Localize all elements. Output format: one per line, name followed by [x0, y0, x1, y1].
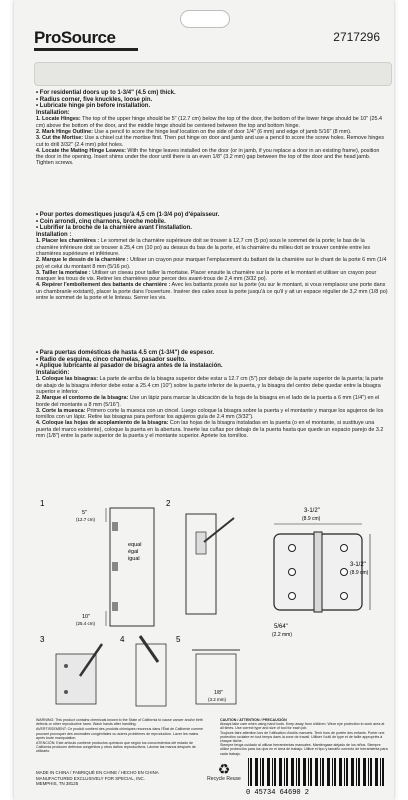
- spanish-step-title: 1. Coloque las bisagras:: [36, 376, 99, 383]
- barcode-bar: [322, 758, 324, 786]
- barcode-bar: [356, 758, 357, 786]
- screw-hole: [64, 690, 68, 694]
- barcode-bar: [286, 758, 288, 786]
- barcode-bar: [363, 758, 366, 786]
- screw-hole: [341, 593, 348, 600]
- barcode-bar: [380, 758, 381, 786]
- equal-label-fr: égal: [128, 549, 139, 555]
- hang-hole: [180, 10, 230, 28]
- equal-label-es: igual: [128, 556, 140, 562]
- barcode-bars: [248, 758, 384, 786]
- english-bullet: • Radius corner, five knuckles, loose pin.: [36, 97, 388, 104]
- screw-hole: [341, 545, 348, 552]
- spanish-step-text: Primero corte la muesca con un cincel. Luego coloque la bisagra sobre la puerta y el montante y marque los agujeros de los tornillos con un lápiz. Retire las bisagras para perforar los agujeros guía de 2.4 mm (3/32").: [36, 407, 384, 421]
- barcode-bar: [320, 758, 321, 786]
- english-section: [36, 90, 388, 167]
- french-step-text: Avec les battants posés sur la porte (ou sur le montant, si vous remplacez une porte dans un chambranle existant), placer la porte dans l'ouverture. Insérer des cales sous la porte jusqu'à ce qu'il y ait un espace régulier de 3,2 mm (1/8 po) entre le sommet de la porte et le linteau. Serrer les vis.: [36, 282, 388, 302]
- barcode-bar: [298, 758, 300, 786]
- english-step-title: 3. Cut the Mortise:: [36, 135, 84, 142]
- french-step-title: 1. Placer les charnières :: [36, 238, 100, 245]
- hinge-mark-top: [112, 522, 118, 531]
- brand-logo: ProSource: [34, 28, 116, 47]
- radius-label: 5/64": [274, 624, 288, 630]
- equal-label-en: equal: [128, 542, 142, 548]
- dim-top-label: 5": [82, 510, 88, 516]
- barcode-bar: [310, 758, 312, 786]
- package-card: [14, 0, 394, 800]
- dim-bottom-label: 10": [82, 614, 91, 620]
- french-step-title: 4. Repérer l'emboîtement des battants de charnière :: [36, 282, 171, 289]
- dim-top-metric: (12.7 cm): [76, 517, 96, 522]
- barcode: [242, 756, 392, 796]
- barcode-bar: [334, 758, 336, 786]
- spanish-bullet: • Aplique lubricante al pasador de bisagra antes de la instalación.: [36, 363, 388, 370]
- barcode-bar: [358, 758, 360, 786]
- gap-metric: (3.2 mm): [208, 697, 226, 702]
- french-step-text: Utiliser un crayon pour marquer l'emplacement du battant de la charnière sur le chant de la porte 6 mm (1/4 po) et celui du montant 8 mm (5/16 po).: [36, 257, 387, 270]
- hammer-icon: [140, 636, 158, 662]
- height-label: 3-1/2": [350, 562, 366, 568]
- caution-es: Siempre tenga cuidado al utilizar herramientas manuales. Manténgase alejado de los niños. Siempre utilice protección para los ojos en el área de trabajo. Utilice el tipo y tamaño correcto de herramienta para cada trabajo.: [220, 743, 388, 756]
- french-step-text: Utiliser un ciseau pour tailler la mortaise. Placer ensuite la charnière sur la porte et le montant et utiliser un crayon pour marquer les trous de vis. Retirer les charnières pour percer des avant-trous de 2,4 mm (3/32 po).: [36, 269, 377, 283]
- barcode-bar: [332, 758, 333, 786]
- spanish-step-title: 4. Coloque las hojas de acoplamiento de la bisagra:: [36, 420, 169, 427]
- origin-line: MADE IN CHINA / FABRIQUÉ EN CHINE / HECHO EN CHINA: [36, 770, 159, 775]
- step-number-3: 3: [40, 635, 45, 644]
- barcode-bar: [284, 758, 285, 786]
- barcode-bar: [375, 758, 378, 786]
- spanish-step-text: Con las hojas de la bisagra instaladas en la puerta (o en el montante, si sustituye una puerta del marco existente), coloque la puerta en la abertura. Inserte las cuñas por debajo de la puerta hasta que quede un espacio parejo de 3.2 mm (1/8") entre la parte superior de la puerta y el montante superior. Apriete los tornillos.: [36, 420, 384, 440]
- english-bullet: • Lubricate hinge pin before installation.: [36, 103, 388, 110]
- step-number-1: 1: [40, 499, 45, 508]
- screw-hole: [289, 593, 296, 600]
- recycle-badge: [204, 762, 244, 782]
- barcode-bar: [327, 758, 330, 786]
- english-step-title: 4. Locate the Mating Hinge Leaves:: [36, 147, 126, 154]
- spanish-bullet: • Para puertas domésticas de hasta 4.5 cm (1-3/4") de espesor.: [36, 350, 388, 357]
- hinge-mark-bottom: [112, 602, 118, 611]
- english-step-title: 1. Locate Hinges:: [36, 116, 81, 123]
- warning-column: [36, 718, 204, 754]
- address-line: MEMPHIS, TN 38125: [36, 781, 79, 787]
- radius-metric: (2.2 mm): [272, 632, 292, 638]
- installation-diagram: [36, 494, 388, 714]
- barcode-bar: [370, 758, 372, 786]
- screw-hole: [289, 545, 296, 552]
- barcode-bar: [262, 758, 264, 786]
- french-step-text: Le sommet de la charnière supérieure doit se trouver à 12,7 cm (5 po) sous le sommet de la porte; le bas de la charnière inférieure doit se trouver à 25,4 cm (10 po) au dessus du bas de la porte, et la charnière du milieu doit se trouver centrée entre les charnières supérieure et inférieure.: [36, 238, 371, 257]
- screw-hole: [341, 569, 348, 576]
- spanish-step-title: 3. Corte la muesca:: [36, 407, 86, 414]
- height-metric: (8.9 cm): [350, 570, 369, 576]
- spanish-bullet: • Radio de esquina, cinco charnelas, pasador suelto.: [36, 357, 388, 364]
- barcode-bar: [315, 758, 318, 786]
- english-heading: Installation:: [36, 109, 70, 116]
- french-section: [36, 212, 388, 301]
- barcode-bar: [346, 758, 348, 786]
- english-bullet: • For residential doors up to 1-3/4" (4.5 cm) thick.: [36, 90, 388, 97]
- caution-heading: CAUTION / ATTENTION / PRECAUCIÓN: [220, 718, 287, 722]
- english-step-text: The top of the upper hinge should be 5" (12.7 cm) below the top of the door, the bottom of the lower hinge should be 10" (25.4 cm) above the bottom of the door, and the middle hinge should be centered between the top and bottom hinge.: [36, 116, 382, 129]
- jamb-outline: [186, 514, 216, 614]
- screw-hole: [289, 569, 296, 576]
- barcode-bar: [250, 758, 252, 786]
- warning-fr: AVERTISSEMENT: Ce produit contient des produits chimiques reconnus dans l'État de Californie comme pouvant provoquer des anomalies congénitales ou autres problèmes de reproduction. Laver les mains après toute manipulation.: [36, 727, 203, 740]
- spanish-step-text: La parte de arriba de la bisagra superior debe estar a 12.7 cm (5") por debajo de la parte superior de la puerta; la parte de abajo de la bisagra inferior debe estar a 25.4 cm (10") sobre la parte inferior de la puerta, y la bisagra del centro debe quedar entre la bisagra superior e inferior.: [36, 376, 384, 395]
- spanish-section: [36, 350, 388, 439]
- spanish-heading: Instalación:: [36, 369, 70, 376]
- barcode-digits: 0 45734 64690 2: [246, 789, 310, 796]
- barcode-bar: [351, 758, 354, 786]
- spanish-step-title: 2. Marque el contorno de la bisagra:: [36, 395, 129, 402]
- barcode-bar: [255, 758, 258, 786]
- manufacturer-info: [36, 770, 159, 787]
- barcode-bar: [344, 758, 345, 786]
- barcode-bar: [248, 758, 249, 786]
- recycle-icon: ♻: [217, 761, 231, 777]
- step-number-5: 5: [176, 635, 181, 644]
- caution-en: Always take care when using hand tools. Keep away from children. Wear eye protection to work area at all times. Use correct type and size of tool for each job.: [220, 722, 385, 731]
- step-number-2: 2: [166, 499, 171, 508]
- english-step-text: Use a pencil to score the hinge leaf location on the side of door 1/4" (6 mm) and edge of jamb 5/16" (8 mm).: [94, 128, 352, 135]
- hinge-mark-middle: [112, 562, 118, 571]
- width-label: 3-1/2": [304, 508, 320, 514]
- warning-es: ATENCIÓN: Este artículo contiene productos químicos que según los conocimientos del estado de California producen defectos congénitos y otros daños reproductivos. Lávese las manos después de utilizarlo.: [36, 741, 196, 754]
- dim-bottom-metric: (25.4 cm): [76, 621, 96, 626]
- french-bullet: • Pour portes domestiques jusqu'à 4,5 cm (1-3/4 po) d'épaisseur.: [36, 212, 388, 219]
- barcode-bar: [260, 758, 261, 786]
- french-step-title: 2. Marque le dessin de la charnière :: [36, 257, 129, 264]
- barcode-bar: [291, 758, 294, 786]
- step-number-4: 4: [120, 635, 125, 644]
- caution-fr: Toujours faire attention lors de l'utilisation d'outils manuels. Tenir hors de portée des enfants. Porter une protection oculaire en tout temps dans la zone de travail. Utiliser l'outil de type et de taille appropriés à chaque tâche.: [220, 730, 385, 744]
- barcode-bar: [303, 758, 306, 786]
- barcode-bar: [308, 758, 309, 786]
- logo-underline: [34, 48, 138, 51]
- sku-number: 2717296: [333, 30, 380, 44]
- barcode-bar: [274, 758, 276, 786]
- hinge-knuckle: [314, 532, 322, 612]
- gap-label: 1/8": [214, 690, 223, 696]
- barcode-bar: [368, 758, 369, 786]
- barcode-bar: [382, 758, 384, 786]
- screw-hole: [64, 664, 68, 668]
- caution-column: [220, 718, 388, 756]
- pencil-icon: [204, 518, 234, 542]
- recycle-label: Recycle Reuse: [207, 776, 241, 782]
- french-step-title: 3. Tailler la mortaise :: [36, 269, 91, 276]
- english-step-text: Use a chisel cut the mortise first. Then put hinge on door and jamb and use a pencil to score the screw holes. Remove hinges cut to drill 3/32" (2.4 mm) pilot holes.: [36, 135, 385, 148]
- barcode-bar: [279, 758, 282, 786]
- barcode-bar: [267, 758, 270, 786]
- width-metric: (8.9 cm): [302, 516, 321, 522]
- hinge-leaf-outline: [196, 532, 206, 554]
- french-bullet: • Lubrifier la broche de la charnière avant l'installation.: [36, 225, 388, 232]
- barcode-bar: [339, 758, 342, 786]
- spanish-step-text: Use un lápiz para marcar la ubicación de la hoja de la bisagra en el lado de la puerta a 6 mm (1/4") en el borde del montante a 8 mm (5/16").: [36, 395, 380, 408]
- barcode-bar: [296, 758, 297, 786]
- barcode-bar: [272, 758, 273, 786]
- english-step-text: With the hinge leaves installed on the door (or in jamb, if you replace a door in an existing frame), position the door in the opening. Insert shims under the door until there is an even 1/8" (3.2 mm) gap between the top of the door and the head jamb. Tighten screws.: [36, 147, 380, 167]
- manufacturer-line: MANUFACTURED EXCLUSIVELY FOR SPECIAL, INC.: [36, 775, 145, 781]
- warning-en: WARNING: This product contains chemicals known to the State of California to cause cancer and/or birth defects or other reproductive harm. Wash hands after handling.: [36, 718, 203, 727]
- french-heading: Installation :: [36, 231, 72, 238]
- english-step-title: 2. Mark Hinge Outline:: [36, 128, 93, 135]
- blister-window: [34, 62, 392, 86]
- french-bullet: • Coin arrondi, cinq charnons, broche mobile.: [36, 219, 388, 226]
